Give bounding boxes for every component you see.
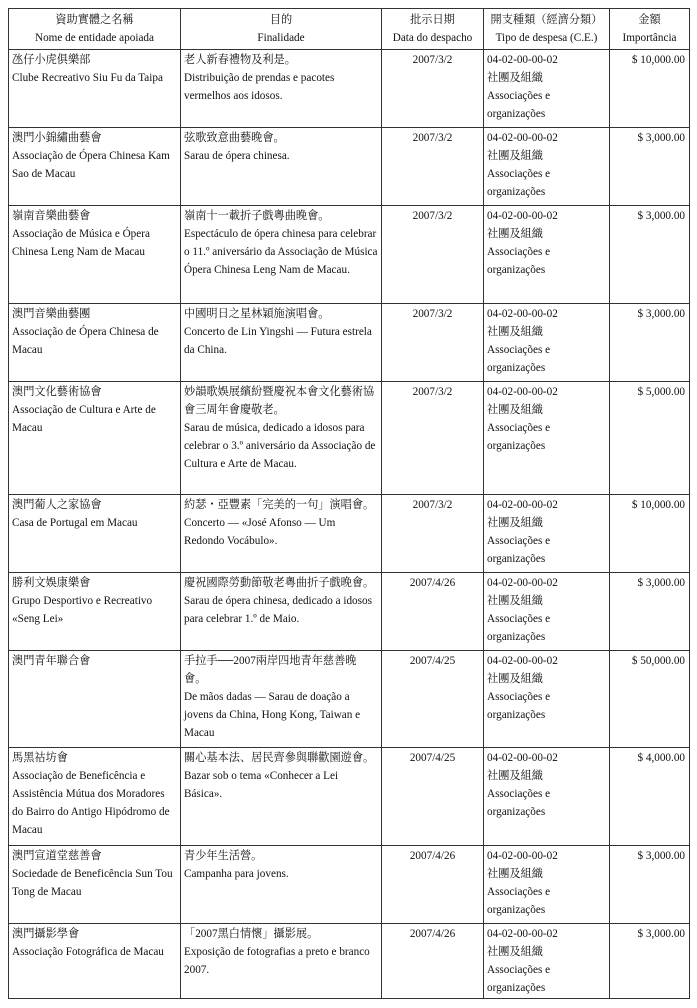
purpose-zh: 中國明日之星林穎施演唱會。 [184,308,330,320]
table-row [9,50,690,128]
type-code: 04-02-00-00-02 [487,308,558,320]
purpose-cell [181,304,382,382]
entity-name-pt: Associação de Cultura e Arte de Macau [12,404,156,434]
entity-name-pt: Casa de Portugal em Macau [12,517,138,529]
purpose-cell [181,748,382,846]
type-code: 04-02-00-00-02 [487,499,558,511]
date-cell: 2007/4/26 [382,924,484,999]
purpose-cell [181,495,382,573]
type-code: 04-02-00-00-02 [487,386,558,398]
type-cell [484,206,610,304]
amount-cell: $ 10,000.00 [610,495,690,573]
purpose-pt: Concerto — «José Afonso — Um Redondo Vocábulo». [184,517,336,547]
entity-name-pt: Grupo Desportivo e Recreativo «Seng Lei» [12,595,153,625]
type-cell [484,128,610,206]
table-row [9,573,690,651]
header-amount: 金額 Importância [610,9,690,50]
entity-cell [9,846,181,924]
amount-cell: $ 3,000.00 [610,924,690,999]
date-cell: 2007/4/26 [382,573,484,651]
amount-cell: $ 3,000.00 [610,128,690,206]
purpose-pt: Exposição de fotografias a preto e branco 2007. [184,946,370,976]
entity-cell [9,382,181,495]
type-cell [484,304,610,382]
purpose-pt: De mãos dadas — Sarau de doação a jovens da China, Hong Kong, Taiwan e Macau [184,691,361,739]
type-code: 04-02-00-00-02 [487,850,558,862]
purpose-pt: Bazar sob o tema «Conhecer a Lei Básica». [184,770,339,800]
entity-name-zh: 澳門文化藝術協會 [12,386,102,398]
entity-cell [9,924,181,999]
entity-name-pt: Associação de Ópera Chinesa Kam Sao de Macau [12,150,170,180]
entity-name-zh: 澳門青年聯合會 [12,655,91,667]
purpose-cell [181,382,382,495]
table-row [9,382,690,495]
header-purpose: 目的 Finalidade [181,9,382,50]
amount-cell: $ 3,000.00 [610,304,690,382]
type-pt: Associações e organizações [487,788,551,818]
type-pt: Associações e organizações [487,886,551,916]
amount-cell: $ 3,000.00 [610,206,690,304]
type-zh: 社團及組織 [487,326,543,338]
header-type: 開支種類（經濟分類） Tipo de despesa (C.E.) [484,9,610,50]
subsidy-table [8,8,690,999]
date-cell: 2007/4/25 [382,748,484,846]
entity-name-zh: 澳門宣道堂慈善會 [12,850,102,862]
type-cell [484,651,610,748]
type-code: 04-02-00-00-02 [487,210,558,222]
header-entity: 資助實體之名稱 Nome de entidade apoiada [9,9,181,50]
entity-name-pt: Associação Fotográfica de Macau [12,946,164,958]
type-pt: Associações e organizações [487,964,551,994]
purpose-pt: Concerto de Lin Yingshi — Futura estrela da China. [184,326,372,356]
type-zh: 社團及組織 [487,868,543,880]
type-pt: Associações e organizações [487,422,551,452]
type-pt: Associações e organizações [487,90,551,120]
date-cell: 2007/3/2 [382,495,484,573]
date-cell: 2007/3/2 [382,382,484,495]
entity-name-zh: 澳門攝影學會 [12,928,80,940]
entity-cell [9,651,181,748]
entity-cell [9,50,181,128]
type-pt: Associações e organizações [487,691,551,721]
table-row [9,846,690,924]
purpose-zh: 「2007黑白情懷」攝影展。 [184,928,319,940]
entity-name-zh: 馬黑祜坊會 [12,752,68,764]
purpose-cell [181,573,382,651]
type-cell [484,382,610,495]
table-row [9,748,690,846]
type-pt: Associações e organizações [487,613,551,643]
entity-name-zh: 澳門葡人之家協會 [12,499,102,511]
entity-name-pt: Associação de Música e Ópera Chinesa Leng Nam de Macau [12,228,150,258]
type-cell [484,924,610,999]
purpose-pt: Sarau de ópera chinesa, dedicado a idosos para celebrar 1.º de Maio. [184,595,372,625]
date-cell: 2007/3/2 [382,50,484,128]
entity-name-pt: Clube Recreativo Siu Fu da Taipa [12,72,163,84]
purpose-cell [181,846,382,924]
entity-name-pt: Associação de Ópera Chinesa de Macau [12,326,159,356]
table-row [9,495,690,573]
purpose-cell [181,206,382,304]
purpose-cell [181,128,382,206]
purpose-zh: 手拉手──2007兩岸四地青年慈善晚會。 [184,655,357,685]
entity-name-zh: 澳門音樂曲藝團 [12,308,91,320]
type-cell [484,573,610,651]
entity-name-zh: 嶺南音樂曲藝會 [12,210,91,222]
purpose-zh: 青少年生活營。 [184,850,263,862]
type-code: 04-02-00-00-02 [487,655,558,667]
entity-name-pt: Associação de Beneficência e Assistência Mútua dos Moradores do Bairro do Antigo Hipódromo de Macau [12,770,170,836]
type-zh: 社團及組織 [487,517,543,529]
entity-name-pt: Sociedade de Beneficência Sun Tou Tong de Macau [12,868,173,898]
purpose-zh: 慶祝國際勞動節敬老粵曲折子戲晚會。 [184,577,375,589]
type-code: 04-02-00-00-02 [487,54,558,66]
purpose-zh: 妙韻歌娛展繽紛暨慶祝本會文化藝術協會三周年會慶敬老。 [184,386,375,416]
type-cell [484,846,610,924]
purpose-pt: Distribuição de prendas e pacotes vermelhos aos idosos. [184,72,335,102]
type-code: 04-02-00-00-02 [487,752,558,764]
table-row [9,206,690,304]
entity-cell [9,748,181,846]
type-zh: 社團及組織 [487,770,543,782]
table-row [9,128,690,206]
amount-cell: $ 50,000.00 [610,651,690,748]
table-row [9,651,690,748]
header-date: 批示日期 Data do despacho [382,9,484,50]
entity-cell [9,206,181,304]
entity-cell [9,573,181,651]
date-cell: 2007/4/26 [382,846,484,924]
type-zh: 社團及組織 [487,72,543,84]
table-row [9,924,690,999]
amount-cell: $ 5,000.00 [610,382,690,495]
purpose-zh: 嶺南十一載折子戲粵曲晚會。 [184,210,330,222]
type-zh: 社團及組織 [487,595,543,607]
purpose-pt: Campanha para jovens. [184,868,289,880]
purpose-zh: 約瑟・亞豐素「完美的一句」演唱會。 [184,499,375,511]
purpose-cell [181,50,382,128]
date-cell: 2007/3/2 [382,304,484,382]
amount-cell: $ 10,000.00 [610,50,690,128]
type-cell [484,50,610,128]
purpose-zh: 弦歌致意曲藝晚會。 [184,132,285,144]
table-row [9,304,690,382]
type-zh: 社團及組織 [487,150,543,162]
type-code: 04-02-00-00-02 [487,928,558,940]
purpose-cell [181,651,382,748]
entity-name-zh: 澳門小錦繡曲藝會 [12,132,102,144]
entity-name-zh: 勝利文娛康樂會 [12,577,91,589]
table-header-row [9,9,690,50]
type-pt: Associações e organizações [487,344,551,374]
purpose-pt: Espectáculo de ópera chinesa para celebrar o 11.º aniversário da Associação de Música Ópera Chinesa Leng Nam de Macau. [184,228,378,276]
entity-name-zh: 氹仔小虎俱樂部 [12,54,91,66]
date-cell: 2007/4/25 [382,651,484,748]
type-pt: Associações e organizações [487,168,551,198]
purpose-zh: 老人新春禮物及利是。 [184,54,296,66]
purpose-zh: 關心基本法、居民齊參與聯歡園遊會。 [184,752,375,764]
type-pt: Associações e organizações [487,535,551,565]
amount-cell: $ 4,000.00 [610,748,690,846]
entity-cell [9,495,181,573]
type-cell [484,748,610,846]
amount-cell: $ 3,000.00 [610,573,690,651]
type-pt: Associações e organizações [487,246,551,276]
purpose-pt: Sarau de ópera chinesa. [184,150,290,162]
type-code: 04-02-00-00-02 [487,132,558,144]
purpose-pt: Sarau de música, dedicado a idosos para celebrar o 3.º aniversário da Associação de Cultura e Arte de Macau. [184,422,376,470]
type-zh: 社團及組織 [487,404,543,416]
type-zh: 社團及組織 [487,673,543,685]
date-cell: 2007/3/2 [382,128,484,206]
type-code: 04-02-00-00-02 [487,577,558,589]
type-cell [484,495,610,573]
entity-cell [9,128,181,206]
purpose-cell [181,924,382,999]
amount-cell: $ 3,000.00 [610,846,690,924]
date-cell: 2007/3/2 [382,206,484,304]
type-zh: 社團及組織 [487,946,543,958]
entity-cell [9,304,181,382]
type-zh: 社團及組織 [487,228,543,240]
